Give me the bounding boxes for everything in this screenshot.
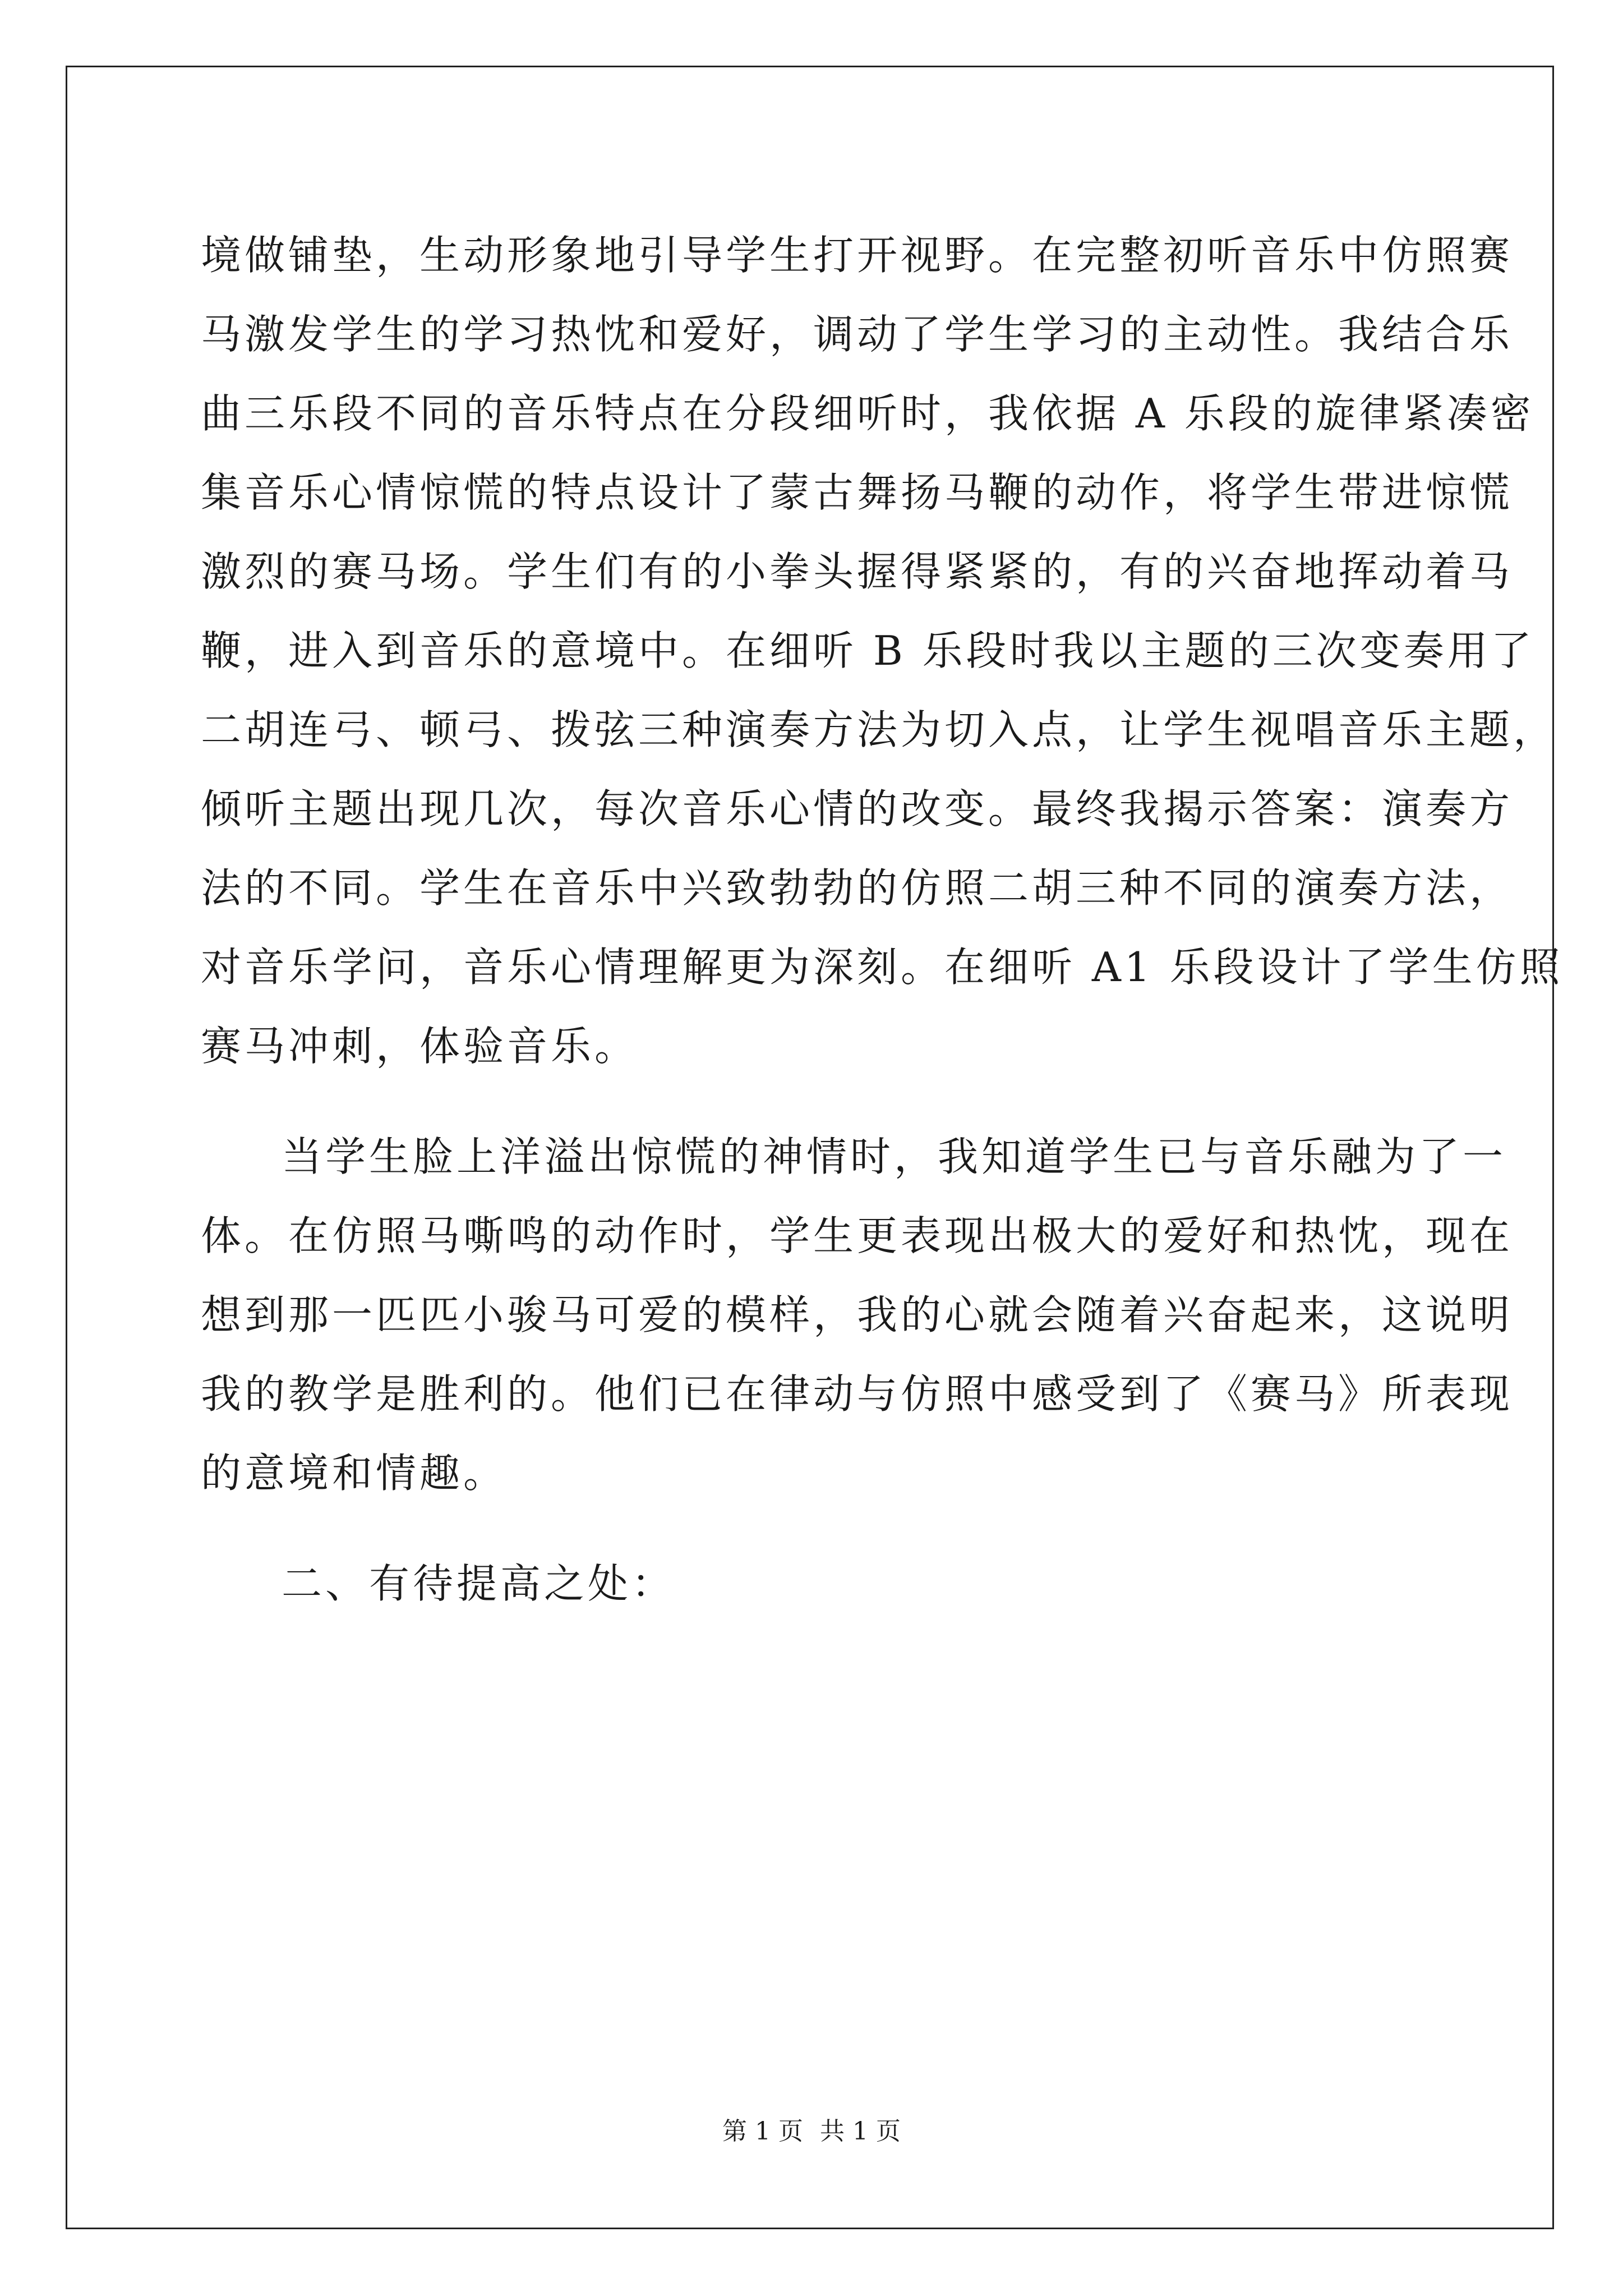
paragraph-line: 马激发学生的学习热忱和爱好，调动了学生学习的主动性。我结合乐 — [201, 311, 1514, 358]
page-total: 共 1 页 — [820, 2117, 901, 2146]
paragraph-line: 体。在仿照马嘶鸣的动作时，学生更表现出极大的爱好和热忱，现在 — [201, 1212, 1514, 1259]
section-heading: 二、有待提高之处： — [282, 1560, 676, 1607]
paragraph-line: 境做铺垫，生动形象地引导学生打开视野。在完整初听音乐中仿照赛 — [201, 232, 1514, 279]
paragraph-line: 对音乐学问，音乐心情理解更为深刻。在细听 A1 乐段设计了学生仿照 — [201, 944, 1564, 991]
paragraph-line: 鞭，进入到音乐的意境中。在细听 B 乐段时我以主题的三次变奏用了 — [201, 627, 1535, 674]
paragraph-line: 当学生脸上洋溢出惊慌的神情时，我知道学生已与音乐融为了一 — [282, 1133, 1507, 1180]
paragraph-line: 法的不同。学生在音乐中兴致勃勃的仿照二胡三种不同的演奏方法， — [201, 864, 1514, 912]
document-body — [201, 216, 1564, 1623]
paragraph-line: 我的教学是胜利的。他们已在律动与仿照中感受到了《赛马》所表现 — [201, 1370, 1514, 1418]
paragraph-line: 曲三乐段不同的音乐特点在分段细听时，我依据 A 乐段的旋律紧凑密 — [201, 390, 1534, 437]
page-footer — [0, 2115, 1623, 2148]
paragraph-line: 倾听主题出现几次，每次音乐心情的改变。最终我揭示答案：演奏方 — [201, 785, 1514, 832]
paragraph-line: 集音乐心情惊慌的特点设计了蒙古舞扬马鞭的动作，将学生带进惊慌 — [201, 469, 1514, 516]
paragraph-line: 想到那一匹匹小骏马可爱的模样，我的心就会随着兴奋起来，这说明 — [201, 1291, 1514, 1338]
paragraph-line: 的意境和情趣。 — [201, 1450, 508, 1497]
paragraph-line: 二胡连弓、顿弓、拨弦三种演奏方法为切入点，让学生视唱音乐主题， — [201, 706, 1557, 753]
paragraph-line: 赛马冲刺，体验音乐。 — [201, 1023, 639, 1070]
page-number: 第 1 页 — [722, 2117, 803, 2146]
paragraph-line: 激烈的赛马场。学生们有的小拳头握得紧紧的，有的兴奋地挥动着马 — [201, 548, 1514, 595]
